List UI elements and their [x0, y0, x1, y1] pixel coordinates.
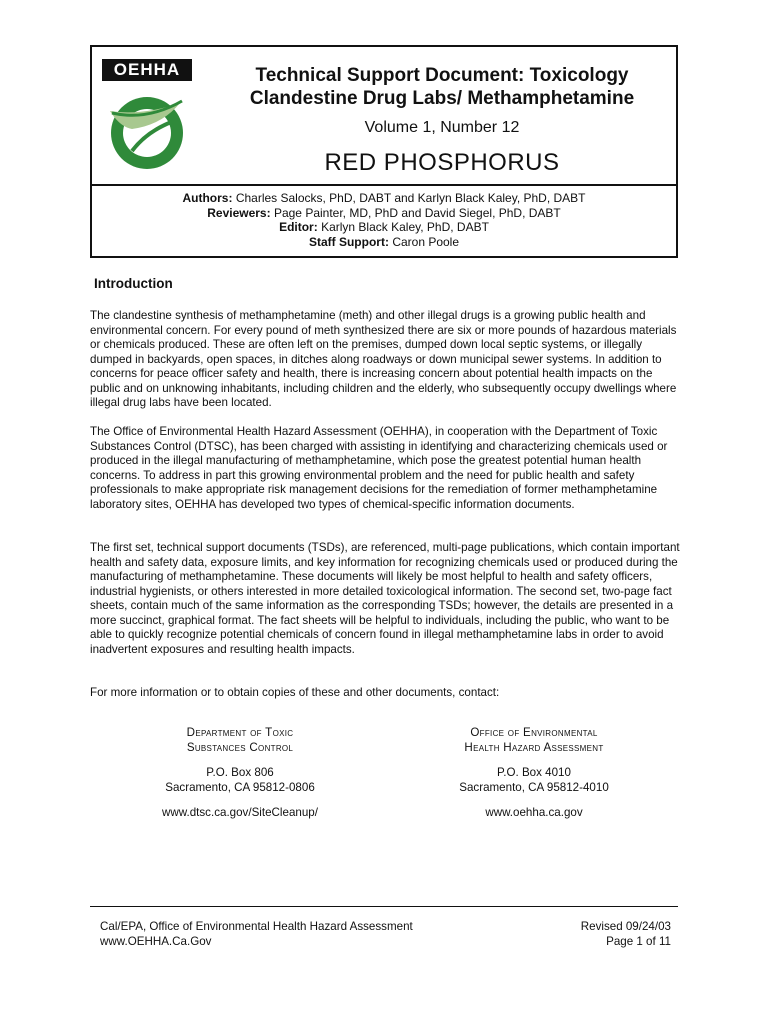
editor-line: [92, 220, 676, 235]
staff-label: Staff Support:: [308, 234, 389, 249]
contact-url-link[interactable]: www.oehha.ca.gov: [485, 806, 583, 819]
footer-website: www.OEHHA.Ca.Gov: [100, 935, 212, 948]
title-line-2: Clandestine Drug Labs/ Methamphetamine: [249, 88, 635, 109]
leaf-logo-icon: [102, 81, 192, 173]
chemical-name: RED PHOSPHORUS: [324, 149, 560, 176]
authors-label: Authors:: [182, 191, 233, 205]
contact-org-line-2: Substances Control: [186, 740, 294, 754]
oehha-logo: [102, 59, 192, 173]
logo-wordmark: OEHHA: [102, 59, 192, 81]
volume-number: Volume 1, Number 12: [364, 119, 520, 136]
reviewers-line: [92, 206, 676, 221]
contact-address-1: P.O. Box 4010: [497, 766, 571, 779]
footer-divider: [90, 906, 678, 907]
contact-oehha: [414, 726, 654, 821]
intro-paragraph-3: The first set, technical support documents (TSDs), are referenced, multi-page publications, which contain important health and safety data, exposure limits, and key information for recognizing chemicals used or produced during the manufacturing of methamphetamine. These documents will likely be most helpful to health and safety officers, industrial hygienists, or others interested in more detailed toxicological information. The second set, two-page fact sheets, contain much of the same information as the corresponding TSDs; however, the details are presented in a more succinct, graphical format. The fact sheets will be helpful to individuals, including the public, who want to be able to quickly recognize potential chemicals of concern found in illegal methamphetamine labs in order to avoid inadvertent exposures and resulting health impacts.: [90, 541, 680, 656]
credits-block: [92, 191, 676, 249]
contact-address-2: Sacramento, CA 95812-0806: [165, 780, 315, 794]
footer-right: [581, 919, 671, 949]
title-line-1: Technical Support Document: Toxicology: [255, 65, 629, 86]
revision-date: Revised 09/24/03: [580, 920, 671, 933]
introduction-heading: Introduction: [94, 276, 173, 291]
header-title-area: [92, 47, 676, 186]
page-number: Page 1 of 11: [606, 935, 671, 948]
authors-line: [92, 191, 676, 206]
intro-paragraph-2: The Office of Environmental Health Hazard Assessment (OEHHA), in cooperation with the Department of Toxic Substances Control (DTSC), has been charged with assisting in identifying and characterizing chemicals used or produced in the illegal manufacturing of methamphetamine, which pose the greatest potential human health concerns. To address in part this growing environmental problem and the need for public health and safety professionals to make appropriate risk management decisions for the remediation of former methamphetamine laboratory sites, OEHHA has developed two types of chemical-specific information documents.: [90, 425, 668, 511]
reviewers-label: Reviewers:: [207, 205, 271, 220]
reviewers-value: Page Painter, MD, PhD and David Siegel, PhD, DABT: [273, 205, 561, 220]
document-title: [222, 64, 662, 110]
contact-dtsc: [120, 726, 360, 821]
staff-line: [92, 235, 676, 250]
contact-org-line-2: Health Hazard Assessment: [464, 740, 604, 754]
editor-label: Editor:: [279, 220, 318, 234]
staff-value: Caron Poole: [392, 234, 460, 249]
contact-address-1: P.O. Box 806: [206, 766, 274, 779]
intro-paragraph-1: The clandestine synthesis of methamphetamine (meth) and other illegal drugs is a growing public health and environmental concern. For every pound of meth synthesized there are six or more pounds of hazardous materials or chemicals produced. These are often left on the premises, dumped down local septic systems, or illegally dumped in backyards, open spaces, in ditches along roadways or down municipal sewer systems. In addition to concerns for peace officer safety and health, there is increasing concern about potential health impacts on the public and on unknowing inhabitants, including children and the elderly, who subsequently occupy dwellings where illegal drug labs have been located.: [90, 309, 677, 409]
contact-org-line-1: Department of Toxic: [186, 726, 294, 739]
editor-value: Karlyn Black Kaley, PhD, DABT: [321, 220, 489, 234]
footer-agency: Cal/EPA, Office of Environmental Health Hazard Assessment: [100, 920, 413, 933]
intro-paragraph-4: For more information or to obtain copies of these and other documents, contact:: [90, 686, 500, 699]
document-header: [90, 45, 678, 258]
contact-url-link[interactable]: www.dtsc.ca.gov/SiteCleanup/: [162, 806, 318, 819]
contact-org-line-1: Office of Environmental: [470, 726, 598, 739]
authors-value: Charles Salocks, PhD, DABT and Karlyn Black Kaley, PhD, DABT: [235, 191, 586, 205]
footer-left: [100, 919, 413, 949]
contact-address-2: Sacramento, CA 95812-4010: [459, 780, 609, 794]
